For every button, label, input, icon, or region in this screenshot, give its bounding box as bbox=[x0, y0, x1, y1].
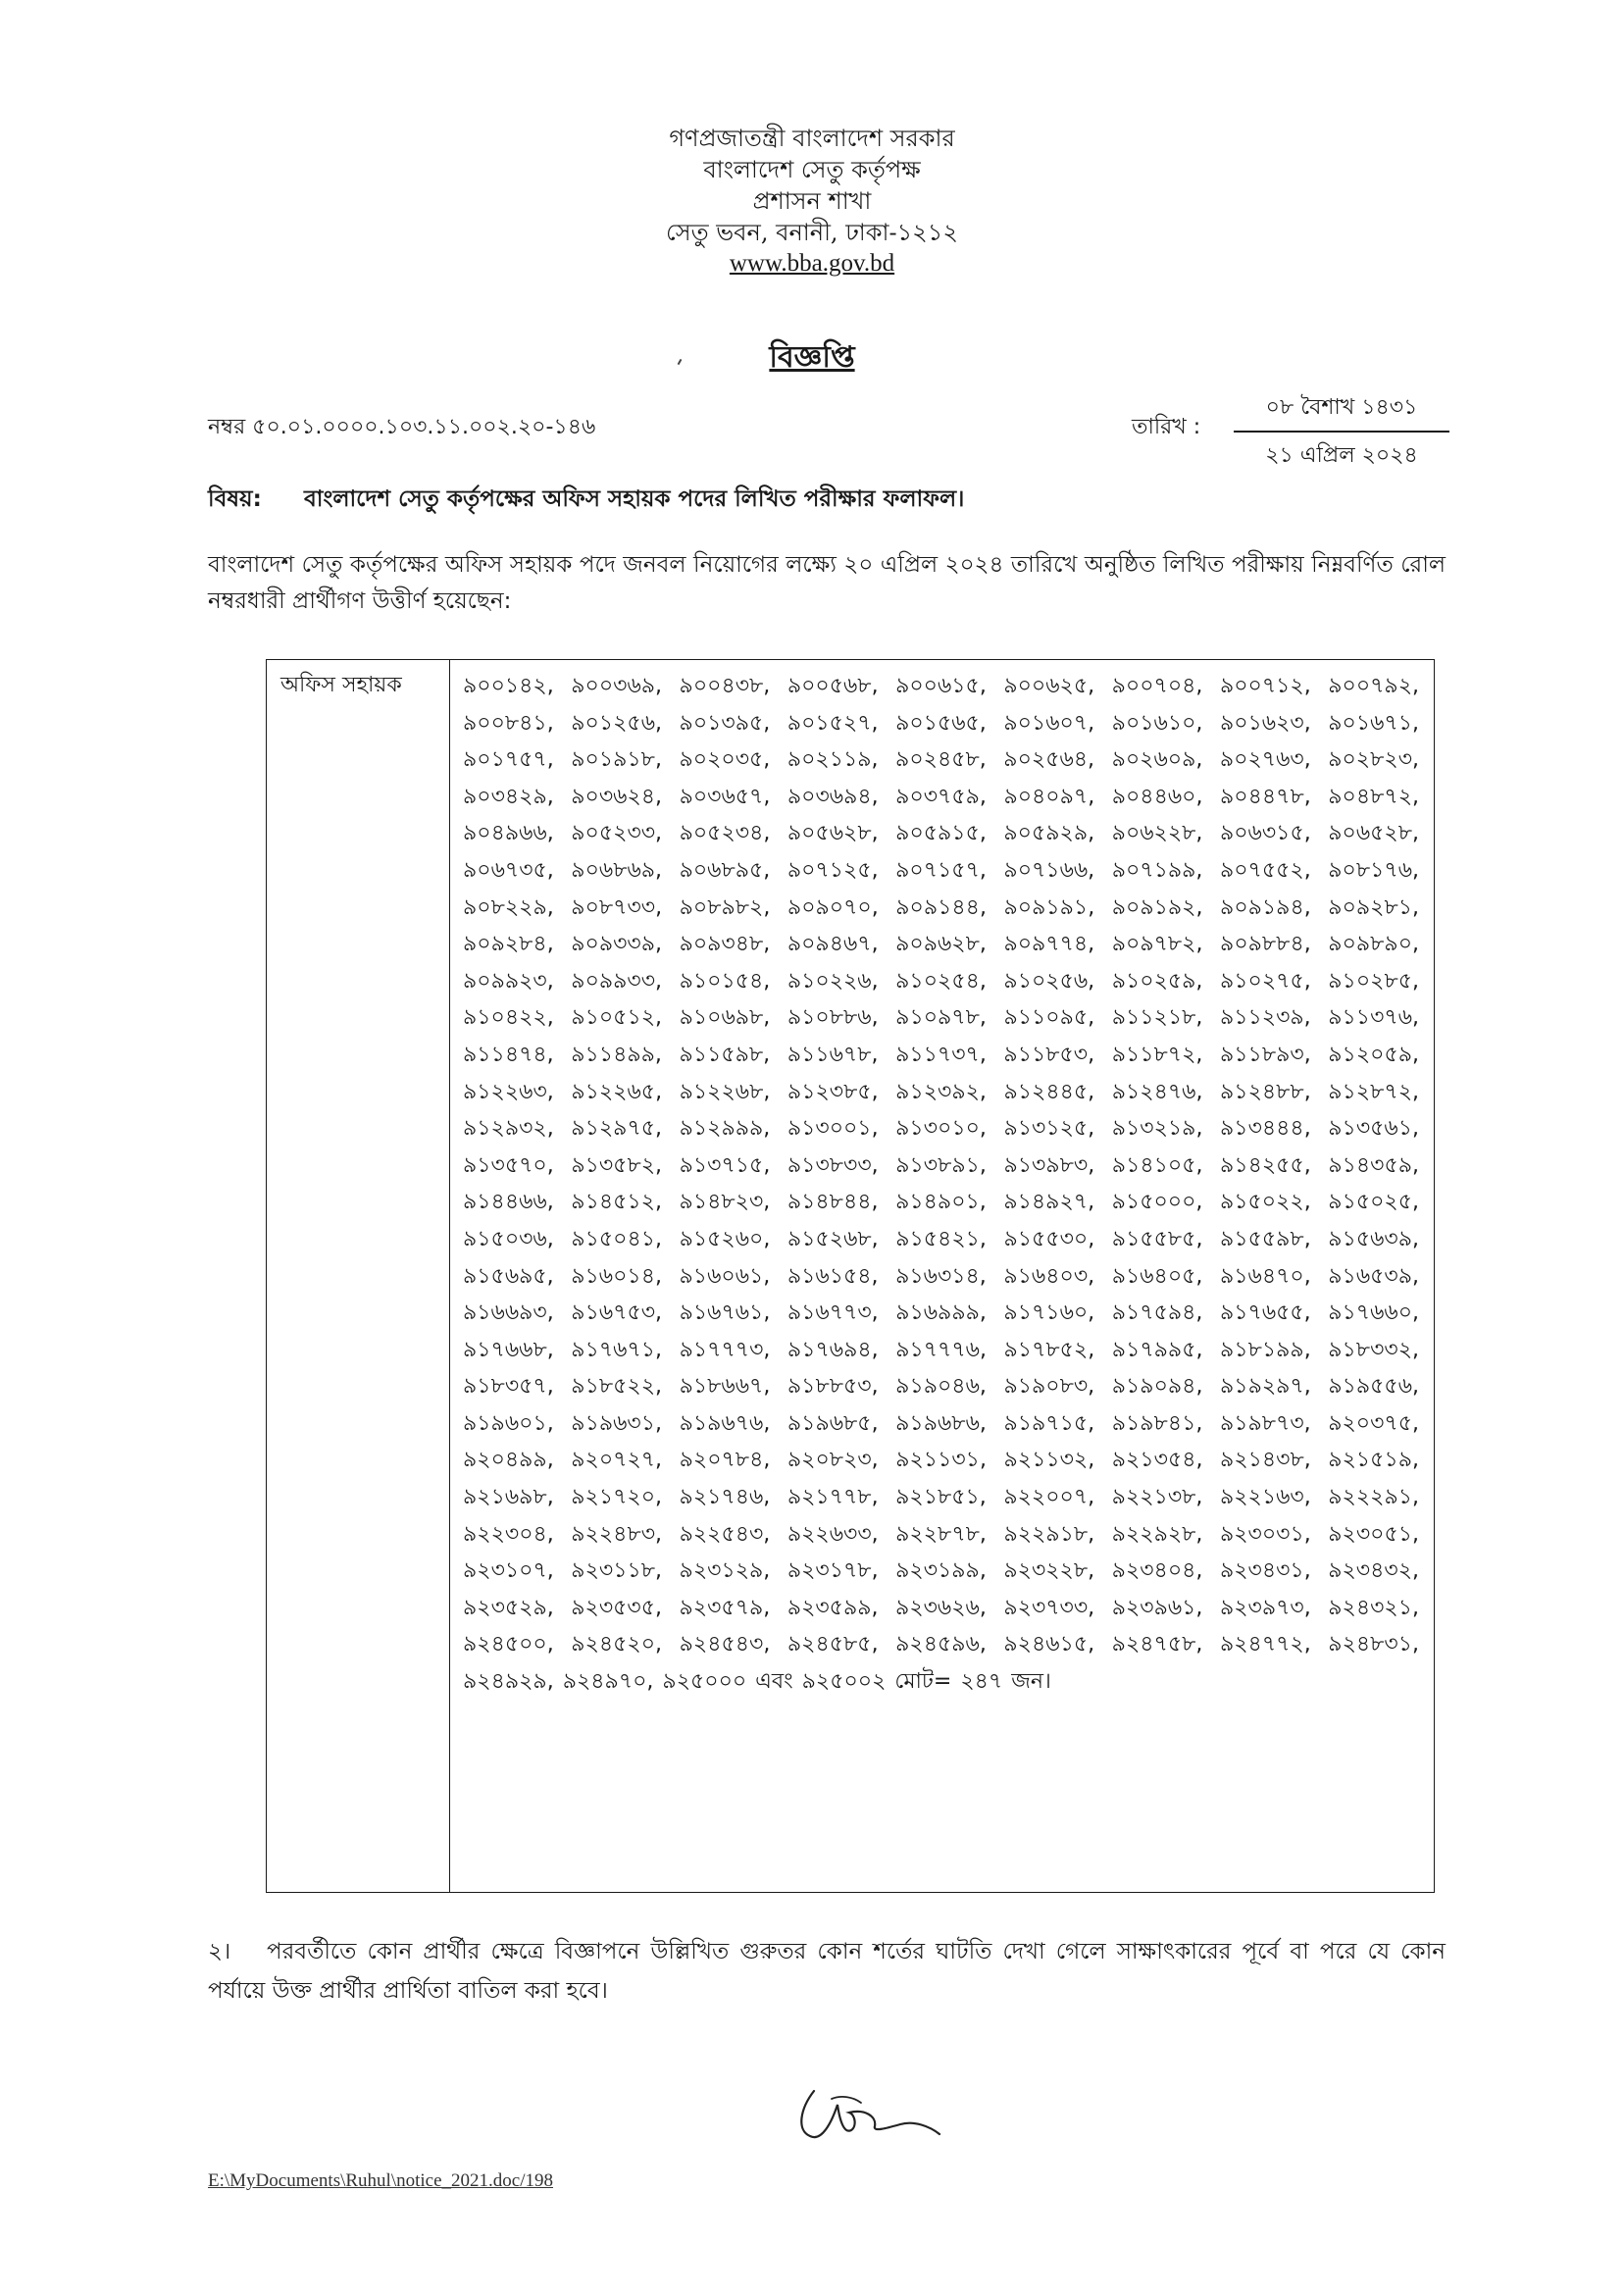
notice-title: বিজ্ঞপ্তি bbox=[769, 340, 855, 375]
branch-name: প্রশাসন শাখা bbox=[752, 187, 872, 215]
govt-name: গণপ্রজাতন্ত্রী বাংলাদেশ সরকার bbox=[669, 125, 955, 152]
memo-number: নম্বর ৫০.০১.০০০০.১০৩.১১.০০২.২০-১৪৬ bbox=[208, 415, 596, 439]
date-block bbox=[1234, 390, 1449, 475]
office-address: সেতু ভবন, বনানী, ঢাকা-১২১২ bbox=[666, 219, 958, 246]
website-link[interactable]: www.bba.gov.bd bbox=[729, 250, 895, 277]
date-english: ২১ এপ্রিল ২০২৪ bbox=[1265, 443, 1418, 468]
post-name-cell: অফিস সহায়ক bbox=[280, 673, 402, 697]
subject-line bbox=[208, 481, 964, 519]
date-label: তারিখ : bbox=[1132, 415, 1201, 439]
file-path: E:\MyDocuments\Ruhul\notice_2021.doc/198 bbox=[208, 2170, 553, 2191]
result-table bbox=[266, 659, 1435, 1893]
subject-label: বিষয়: bbox=[208, 486, 262, 512]
organization-name: বাংলাদেশ সেতু কর্তৃপক্ষ bbox=[703, 156, 921, 183]
notice-body: বাংলাদেশ সেতু কর্তৃপক্ষের অফিস সহায়ক পদে জনবল নিয়োগের লক্ষ্যে ২০ এপ্রিল ২০২৪ তারিখে অনুষ্ঠিত লিখিত পরীক্ষায় নিম্নবর্ণিত রোল নম্বরধারী প্রার্থীগণ উত্তীর্ণ হয়েছেন: bbox=[208, 552, 1446, 614]
letterhead bbox=[0, 123, 1624, 280]
table-column-divider bbox=[449, 660, 450, 1892]
condition-paragraph bbox=[208, 1932, 1446, 2011]
paragraph-text: পরবর্তীতে কোন প্রার্থীর ক্ষেত্রে বিজ্ঞাপনে উল্লিখিত গুরুতর কোন শর্তের ঘাটতি দেখা গেলে সাক্ষাৎকারের পূর্বে বা পরে যে কোন পর্যায়ে উক্ত প্রার্থীর প্রার্থিতা বাতিল করা হবে। bbox=[208, 1939, 1446, 2004]
signature-icon bbox=[792, 2079, 959, 2148]
date-bangla: ০৮ বৈশাখ ১৪৩১ bbox=[1234, 390, 1449, 433]
paragraph-number: ২। bbox=[208, 1939, 231, 1964]
subject-text: বাংলাদেশ সেতু কর্তৃপক্ষের অফিস সহায়ক পদের লিখিত পরীক্ষার ফলাফল। bbox=[304, 486, 965, 512]
roll-numbers-cell: ৯০০১৪২, ৯০০৩৬৯, ৯০০৪৩৮, ৯০০৫৬৮, ৯০০৬১৫, ৯০০৬২৫, ৯০০৭০৪, ৯০০৭১২, ৯০০৭৯২, ৯০০৮৪১, ৯০১২৫৬, ৯০১৩৯৫, ৯০১৫২৭, ৯০১৫৬৫, ৯০১৬০৭, ৯০১৬১০, ৯০১৬২৩, ৯০১৬৭১, ৯০১৭৫৭, ৯০১৯১৮, ৯০২০৩৫, ৯০২১১৯, ৯০২৪৫৮, ৯০২৫৬৪, ৯০২৬০৯, ৯০২৭৬৩, ৯০২৮২৩, ৯০৩৪২৯, ৯০৩৬২৪, ৯০৩৬৫৭, ৯০৩৬৯৪, ৯০৩৭৫৯, ৯০৪০৯৭, ৯০৪৪৬০, ৯০৪৪৭৮, ৯০৪৮৭২, ৯০৪৯৬৬, ৯০৫২৩৩, ৯০৫২৩৪, ৯০৫৬২৮, ৯০৫৯১৫, ৯০৫৯২৯, ৯০৬২২৮, ৯০৬৩১৫, ৯০৬৫২৮, ৯০৬৭৩৫, ৯০৬৮৬৯, ৯০৬৮৯৫, ৯০৭১২৫, ৯০৭১৫৭, ৯০৭১৬৬, ৯০৭১৯৯, ৯০৭৫৫২, ৯০৮১৭৬, ৯০৮২২৯, ৯০৮৭৩৩, ৯০৮৯৮২, ৯০৯০৭০, ৯০৯১৪৪, ৯০৯১৯১, ৯০৯১৯২, ৯০৯১৯৪, ৯০৯২৮১, ৯০৯২৮৪, ৯০৯৩৩৯, ৯০৯৩৪৮, ৯০৯৪৬৭, ৯০৯৬২৮, ৯০৯৭৭৪, ৯০৯৭৮২, ৯০৯৮৮৪, ৯০৯৮৯০, ৯০৯৯২৩, ৯০৯৯৩৩, ৯১০১৫৪, ৯১০২২৬, ৯১০২৫৪, ৯১০২৫৬, ৯১০২৫৯, ৯১০২৭৫, ৯১০২৮৫, ৯১০৪২২, ৯১০৫১২, ৯১০৬৯৮, ৯১০৮৮৬, ৯১০৯৭৮, ৯১১০৯৫, ৯১১২১৮, ৯১১২৩৯, ৯১১৩৭৬, ৯১১৪৭৪, ৯১১৪৯৯, ৯১১৫৯৮, ৯১১৬৭৮, ৯১১৭৩৭, ৯১১৮৫৩, ৯১১৮৭২, ৯১১৮৯৩, ৯১২০৫৯, ৯১২২৬৩, ৯১২২৬৫, ৯১২২৬৮, ৯১২৩৮৫, ৯১২৩৯২, ৯১২৪৪৫, ৯১২৪৭৬, ৯১২৪৮৮, ৯১২৮৭২, ৯১২৯৩২, ৯১২৯৭৫, ৯১২৯৯৯, ৯১৩০০১, ৯১৩০১০, ৯১৩১২৫, ৯১৩২১৯, ৯১৩৪৪৪, ৯১৩৫৬১, ৯১৩৫৭০, ৯১৩৫৮২, ৯১৩৭১৫, ৯১৩৮৩৩, ৯১৩৮৯১, ৯১৩৯৮৩, ৯১৪১০৫, ৯১৪২৫৫, ৯১৪৩৫৯, ৯১৪৪৬৬, ৯১৪৫১২, ৯১৪৮২৩, ৯১৪৮৪৪, ৯১৪৯০১, ৯১৪৯২৭, ৯১৫০০০, ৯১৫০২২, ৯১৫০২৫, ৯১৫০৩৬, ৯১৫০৪১, ৯১৫২৬০, ৯১৫২৬৮, ৯১৫৪২১, ৯১৫৫৩০, ৯১৫৫৮৫, ৯১৫৫৯৮, ৯১৫৬৩৯, ৯১৫৬৯৫, ৯১৬০১৪, ৯১৬০৬১, ৯১৬১৫৪, ৯১৬৩১৪, ৯১৬৪০৩, ৯১৬৪০৫, ৯১৬৪৭০, ৯১৬৫৩৯, ৯১৬৬৯৩, ৯১৬৭৫৩, ৯১৬৭৬১, ৯১৬৭৭৩, ৯১৬৯৯৯, ৯১৭১৬০, ৯১৭৫৯৪, ৯১৭৬৫৫, ৯১৭৬৬০, ৯১৭৬৬৮, ৯১৭৬৭১, ৯১৭৭৭৩, ৯১৭৬৯৪, ৯১৭৭৭৬, ৯১৭৮৫২, ৯১৭৯৯৫, ৯১৮১৯৯, ৯১৮৩৩২, ৯১৮৩৫৭, ৯১৮৫২২, ৯১৮৬৬৭, ৯১৮৮৫৩, ৯১৯০৪৬, ৯১৯০৮৩, ৯১৯০৯৪, ৯১৯২৯৭, ৯১৯৫৫৬, ৯১৯৬০১, ৯১৯৬৩১, ৯১৯৬৭৬, ৯১৯৬৮৫, ৯১৯৬৮৬, ৯১৯৭১৫, ৯১৯৮৪১, ৯১৯৮৭৩, ৯২০৩৭৫, ৯২০৪৯৯, ৯২০৭২৭, ৯২০৭৮৪, ৯২০৮২৩, ৯২১১৩১, ৯২১১৩২, ৯২১৩৫৪, ৯২১৪৩৮, ৯২১৫১৯, ৯২১৬৯৮, ৯২১৭২০, ৯২১৭৪৬, ৯২১৭৭৮, ৯২১৮৫১, ৯২২০০৭, ৯২২১৩৮, ৯২২১৬৩, ৯২২২৯১, ৯২২৩০৪, ৯২২৪৮৩, ৯২২৫৪৩, ৯২২৬৩৩, ৯২২৮৭৮, ৯২২৯১৮, ৯২২৯২৮, ৯২৩০৩১, ৯২৩০৫১, ৯২৩১০৭, ৯২৩১১৮, ৯২৩১২৯, ৯২৩১৭৮, ৯২৩১৯৯, ৯২৩২২৮, ৯২৩৪০৪, ৯২৩৪৩১, ৯২৩৪৩২, ৯২৩৫২৯, ৯২৩৫৩৫, ৯২৩৫৭৯, ৯২৩৫৯৯, ৯২৩৬২৬, ৯২৩৭৩৩, ৯২৩৯৬১, ৯২৩৯৭৩, ৯২৪৩২১, ৯২৪৫০০, ৯২৪৫২০, ৯২৪৫৪৩, ৯২৪৫৮৫, ৯২৪৫৯৬, ৯২৪৬১৫, ৯২৪৭৫৮, ৯২৪৭৭২, ৯২৪৮৩১, ৯২৪৯২৯, ৯২৪৯৭০, ৯২৫০০০ এবং ৯২৫০০২ মোট= ২৪৭ জন। bbox=[463, 674, 1419, 1695]
signature bbox=[792, 2079, 959, 2152]
